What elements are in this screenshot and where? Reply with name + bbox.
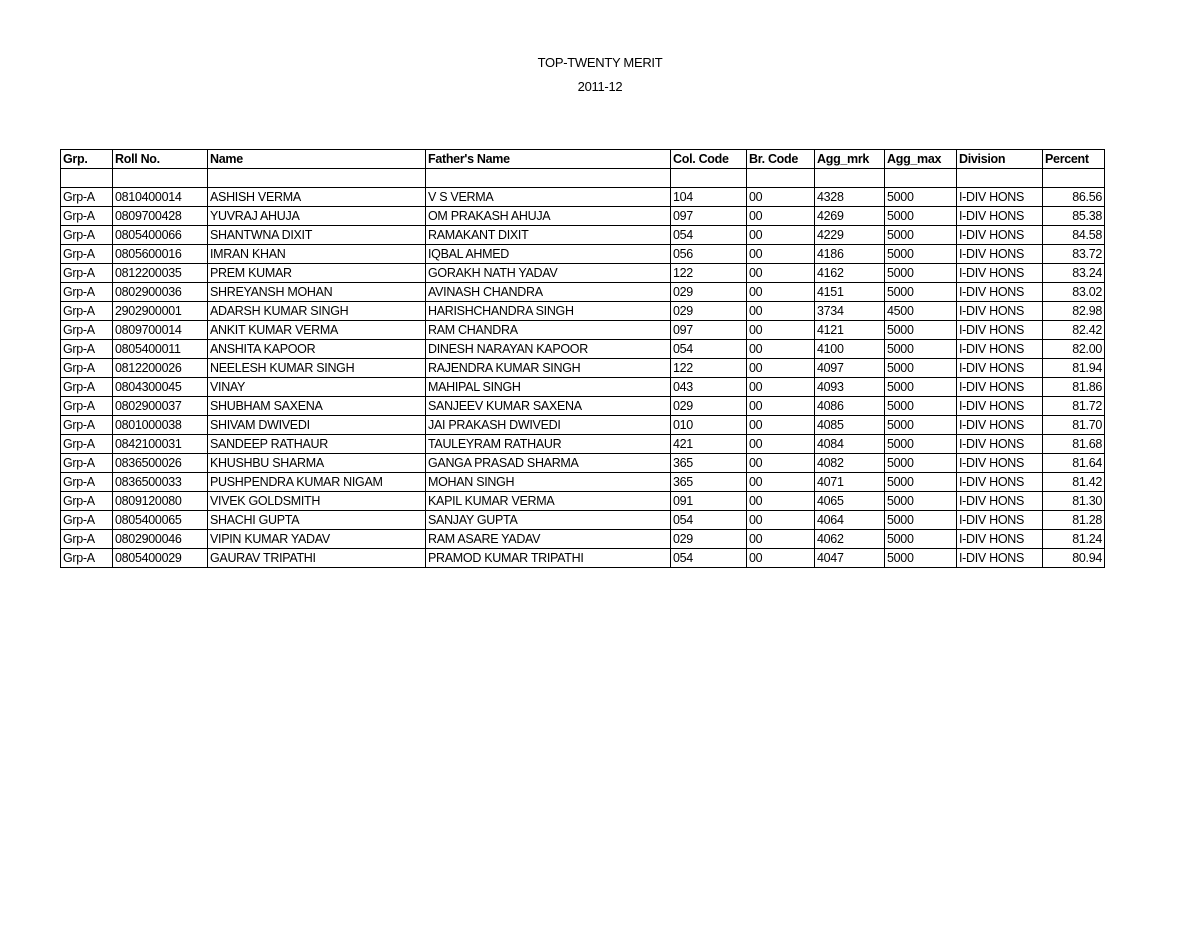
cell-roll-no: 0802900036: [113, 283, 208, 302]
cell-fathers-name: GANGA PRASAD SHARMA: [426, 454, 671, 473]
cell-col-code: 104: [671, 188, 747, 207]
cell-roll-no: 0804300045: [113, 378, 208, 397]
header-br-code: Br. Code: [747, 150, 815, 169]
cell-agg-max: 5000: [885, 245, 957, 264]
cell-col-code: 029: [671, 283, 747, 302]
cell-col-code: 122: [671, 359, 747, 378]
cell-name: SHREYANSH MOHAN: [208, 283, 426, 302]
cell-division: I-DIV HONS: [957, 378, 1043, 397]
cell-roll-no: 0810400014: [113, 188, 208, 207]
cell-agg-mrk: 4269: [815, 207, 885, 226]
cell-agg-mrk: 4093: [815, 378, 885, 397]
table-row: [61, 226, 1105, 245]
cell-agg-max: 5000: [885, 530, 957, 549]
cell-division: I-DIV HONS: [957, 283, 1043, 302]
cell-agg-max: 5000: [885, 359, 957, 378]
cell-grp: Grp-A: [61, 359, 113, 378]
document-title: TOP-TWENTY MERIT: [537, 55, 663, 70]
cell-fathers-name: DINESH NARAYAN KAPOOR: [426, 340, 671, 359]
table-row: [61, 207, 1105, 226]
cell-percent: 83.24: [1043, 264, 1105, 283]
cell-roll-no: 2902900001: [113, 302, 208, 321]
cell-roll-no: 0809700428: [113, 207, 208, 226]
cell-percent: 81.94: [1043, 359, 1105, 378]
table-row: [61, 378, 1105, 397]
cell-agg-max: 5000: [885, 207, 957, 226]
cell-grp: Grp-A: [61, 283, 113, 302]
table-row: [61, 397, 1105, 416]
cell-percent: 81.86: [1043, 378, 1105, 397]
cell-grp: Grp-A: [61, 264, 113, 283]
table-row: [61, 492, 1105, 511]
cell-percent: 82.00: [1043, 340, 1105, 359]
cell-roll-no: 0802900037: [113, 397, 208, 416]
cell-col-code: 421: [671, 435, 747, 454]
cell-division: I-DIV HONS: [957, 397, 1043, 416]
cell-br-code: 00: [747, 207, 815, 226]
cell-division: I-DIV HONS: [957, 340, 1043, 359]
cell-col-code: 029: [671, 397, 747, 416]
cell-roll-no: 0802900046: [113, 530, 208, 549]
cell-agg-mrk: 4100: [815, 340, 885, 359]
header-roll-no: Roll No.: [113, 150, 208, 169]
cell-agg-max: 5000: [885, 188, 957, 207]
cell-agg-mrk: 3734: [815, 302, 885, 321]
cell-col-code: 054: [671, 340, 747, 359]
cell-fathers-name: SANJAY GUPTA: [426, 511, 671, 530]
cell-name: GAURAV TRIPATHI: [208, 549, 426, 568]
header-row: [61, 150, 1105, 169]
cell-name: ANSHITA KAPOOR: [208, 340, 426, 359]
cell-name: ANKIT KUMAR VERMA: [208, 321, 426, 340]
blank-cell: [1043, 169, 1105, 188]
cell-percent: 81.70: [1043, 416, 1105, 435]
cell-grp: Grp-A: [61, 378, 113, 397]
blank-cell: [113, 169, 208, 188]
cell-name: ASHISH VERMA: [208, 188, 426, 207]
cell-name: SHIVAM DWIVEDI: [208, 416, 426, 435]
cell-division: I-DIV HONS: [957, 530, 1043, 549]
cell-br-code: 00: [747, 359, 815, 378]
cell-col-code: 365: [671, 473, 747, 492]
cell-col-code: 054: [671, 511, 747, 530]
cell-division: I-DIV HONS: [957, 207, 1043, 226]
table-row: [61, 511, 1105, 530]
cell-division: I-DIV HONS: [957, 492, 1043, 511]
cell-name: VINAY: [208, 378, 426, 397]
cell-agg-max: 5000: [885, 264, 957, 283]
cell-name: VIPIN KUMAR YADAV: [208, 530, 426, 549]
cell-fathers-name: OM PRAKASH AHUJA: [426, 207, 671, 226]
cell-roll-no: 0809700014: [113, 321, 208, 340]
cell-agg-mrk: 4151: [815, 283, 885, 302]
cell-name: SANDEEP RATHAUR: [208, 435, 426, 454]
header-name: Name: [208, 150, 426, 169]
cell-br-code: 00: [747, 492, 815, 511]
cell-agg-mrk: 4085: [815, 416, 885, 435]
table-row: [61, 359, 1105, 378]
cell-br-code: 00: [747, 226, 815, 245]
cell-percent: 81.30: [1043, 492, 1105, 511]
cell-agg-mrk: 4084: [815, 435, 885, 454]
cell-percent: 80.94: [1043, 549, 1105, 568]
cell-division: I-DIV HONS: [957, 302, 1043, 321]
cell-name: NEELESH KUMAR SINGH: [208, 359, 426, 378]
cell-agg-max: 5000: [885, 283, 957, 302]
cell-br-code: 00: [747, 321, 815, 340]
cell-fathers-name: IQBAL AHMED: [426, 245, 671, 264]
cell-name: PUSHPENDRA KUMAR NIGAM: [208, 473, 426, 492]
cell-agg-mrk: 4065: [815, 492, 885, 511]
cell-name: YUVRAJ AHUJA: [208, 207, 426, 226]
blank-cell: [426, 169, 671, 188]
cell-fathers-name: MOHAN SINGH: [426, 473, 671, 492]
cell-name: IMRAN KHAN: [208, 245, 426, 264]
cell-agg-max: 5000: [885, 473, 957, 492]
cell-grp: Grp-A: [61, 492, 113, 511]
cell-agg-mrk: 4047: [815, 549, 885, 568]
cell-name: SHACHI GUPTA: [208, 511, 426, 530]
cell-roll-no: 0842100031: [113, 435, 208, 454]
cell-percent: 85.38: [1043, 207, 1105, 226]
cell-br-code: 00: [747, 473, 815, 492]
table-row: [61, 283, 1105, 302]
cell-percent: 81.24: [1043, 530, 1105, 549]
cell-br-code: 00: [747, 454, 815, 473]
cell-fathers-name: SANJEEV KUMAR SAXENA: [426, 397, 671, 416]
table-row: [61, 549, 1105, 568]
table-row: [61, 245, 1105, 264]
cell-fathers-name: HARISHCHANDRA SINGH: [426, 302, 671, 321]
cell-name: VIVEK GOLDSMITH: [208, 492, 426, 511]
cell-agg-mrk: 4121: [815, 321, 885, 340]
cell-br-code: 00: [747, 378, 815, 397]
cell-agg-mrk: 4082: [815, 454, 885, 473]
cell-division: I-DIV HONS: [957, 511, 1043, 530]
cell-division: I-DIV HONS: [957, 188, 1043, 207]
blank-cell: [747, 169, 815, 188]
cell-col-code: 054: [671, 549, 747, 568]
cell-roll-no: 0812200035: [113, 264, 208, 283]
cell-grp: Grp-A: [61, 454, 113, 473]
blank-cell: [671, 169, 747, 188]
cell-col-code: 365: [671, 454, 747, 473]
cell-agg-max: 5000: [885, 416, 957, 435]
cell-agg-mrk: 4071: [815, 473, 885, 492]
cell-agg-max: 5000: [885, 492, 957, 511]
cell-division: I-DIV HONS: [957, 359, 1043, 378]
cell-grp: Grp-A: [61, 473, 113, 492]
cell-br-code: 00: [747, 530, 815, 549]
cell-br-code: 00: [747, 340, 815, 359]
cell-roll-no: 0836500033: [113, 473, 208, 492]
cell-grp: Grp-A: [61, 321, 113, 340]
cell-br-code: 00: [747, 435, 815, 454]
cell-division: I-DIV HONS: [957, 321, 1043, 340]
cell-name: SHUBHAM SAXENA: [208, 397, 426, 416]
cell-fathers-name: V S VERMA: [426, 188, 671, 207]
cell-agg-max: 5000: [885, 435, 957, 454]
cell-grp: Grp-A: [61, 302, 113, 321]
cell-fathers-name: KAPIL KUMAR VERMA: [426, 492, 671, 511]
blank-row: [61, 169, 1105, 188]
cell-br-code: 00: [747, 283, 815, 302]
cell-agg-max: 5000: [885, 226, 957, 245]
cell-fathers-name: RAJENDRA KUMAR SINGH: [426, 359, 671, 378]
cell-percent: 84.58: [1043, 226, 1105, 245]
cell-fathers-name: GORAKH NATH YADAV: [426, 264, 671, 283]
blank-cell: [885, 169, 957, 188]
cell-agg-max: 5000: [885, 397, 957, 416]
cell-grp: Grp-A: [61, 397, 113, 416]
cell-agg-mrk: 4328: [815, 188, 885, 207]
merit-table-body: [61, 169, 1105, 568]
cell-fathers-name: AVINASH CHANDRA: [426, 283, 671, 302]
cell-br-code: 00: [747, 188, 815, 207]
cell-col-code: 091: [671, 492, 747, 511]
cell-grp: Grp-A: [61, 416, 113, 435]
cell-agg-max: 4500: [885, 302, 957, 321]
cell-percent: 81.68: [1043, 435, 1105, 454]
cell-agg-mrk: 4186: [815, 245, 885, 264]
cell-grp: Grp-A: [61, 188, 113, 207]
cell-fathers-name: JAI PRAKASH DWIVEDI: [426, 416, 671, 435]
cell-division: I-DIV HONS: [957, 435, 1043, 454]
cell-fathers-name: TAULEYRAM RATHAUR: [426, 435, 671, 454]
cell-agg-mrk: 4086: [815, 397, 885, 416]
cell-fathers-name: RAM ASARE YADAV: [426, 530, 671, 549]
cell-agg-max: 5000: [885, 511, 957, 530]
table-row: [61, 321, 1105, 340]
cell-roll-no: 0809120080: [113, 492, 208, 511]
cell-roll-no: 0801000038: [113, 416, 208, 435]
cell-division: I-DIV HONS: [957, 454, 1043, 473]
cell-br-code: 00: [747, 416, 815, 435]
cell-col-code: 097: [671, 321, 747, 340]
cell-fathers-name: RAM CHANDRA: [426, 321, 671, 340]
header-fathers-name: Father's Name: [426, 150, 671, 169]
cell-agg-mrk: 4064: [815, 511, 885, 530]
cell-percent: 81.28: [1043, 511, 1105, 530]
cell-col-code: 122: [671, 264, 747, 283]
cell-roll-no: 0805400011: [113, 340, 208, 359]
table-row: [61, 188, 1105, 207]
cell-agg-max: 5000: [885, 549, 957, 568]
table-row: [61, 530, 1105, 549]
cell-grp: Grp-A: [61, 226, 113, 245]
cell-percent: 83.72: [1043, 245, 1105, 264]
cell-roll-no: 0812200026: [113, 359, 208, 378]
cell-division: I-DIV HONS: [957, 264, 1043, 283]
cell-agg-max: 5000: [885, 340, 957, 359]
cell-agg-max: 5000: [885, 378, 957, 397]
cell-division: I-DIV HONS: [957, 549, 1043, 568]
blank-cell: [957, 169, 1043, 188]
cell-br-code: 00: [747, 511, 815, 530]
header-agg-max: Agg_max: [885, 150, 957, 169]
cell-fathers-name: PRAMOD KUMAR TRIPATHI: [426, 549, 671, 568]
cell-col-code: 029: [671, 530, 747, 549]
merit-table: [60, 149, 1105, 568]
cell-division: I-DIV HONS: [957, 226, 1043, 245]
cell-agg-mrk: 4097: [815, 359, 885, 378]
cell-grp: Grp-A: [61, 245, 113, 264]
cell-division: I-DIV HONS: [957, 245, 1043, 264]
cell-percent: 81.72: [1043, 397, 1105, 416]
cell-grp: Grp-A: [61, 207, 113, 226]
cell-name: KHUSHBU SHARMA: [208, 454, 426, 473]
cell-col-code: 097: [671, 207, 747, 226]
cell-roll-no: 0805400066: [113, 226, 208, 245]
cell-roll-no: 0805400029: [113, 549, 208, 568]
table-row: [61, 264, 1105, 283]
cell-percent: 82.98: [1043, 302, 1105, 321]
header-col-code: Col. Code: [671, 150, 747, 169]
cell-agg-mrk: 4062: [815, 530, 885, 549]
table-row: [61, 302, 1105, 321]
cell-col-code: 056: [671, 245, 747, 264]
cell-col-code: 054: [671, 226, 747, 245]
cell-agg-mrk: 4229: [815, 226, 885, 245]
cell-col-code: 029: [671, 302, 747, 321]
cell-fathers-name: MAHIPAL SINGH: [426, 378, 671, 397]
header-division: Division: [957, 150, 1043, 169]
blank-cell: [815, 169, 885, 188]
cell-grp: Grp-A: [61, 511, 113, 530]
cell-br-code: 00: [747, 302, 815, 321]
document-session: 2011-12: [577, 79, 623, 94]
cell-roll-no: 0805600016: [113, 245, 208, 264]
header-grp: Grp.: [61, 150, 113, 169]
table-row: [61, 454, 1105, 473]
merit-table-header: [61, 150, 1105, 169]
cell-col-code: 043: [671, 378, 747, 397]
cell-name: PREM KUMAR: [208, 264, 426, 283]
cell-br-code: 00: [747, 264, 815, 283]
cell-percent: 81.64: [1043, 454, 1105, 473]
cell-percent: 81.42: [1043, 473, 1105, 492]
cell-percent: 83.02: [1043, 283, 1105, 302]
cell-br-code: 00: [747, 245, 815, 264]
header-percent: Percent: [1043, 150, 1105, 169]
cell-grp: Grp-A: [61, 530, 113, 549]
cell-division: I-DIV HONS: [957, 416, 1043, 435]
cell-br-code: 00: [747, 549, 815, 568]
header-agg-mrk: Agg_mrk: [815, 150, 885, 169]
table-row: [61, 416, 1105, 435]
table-row: [61, 340, 1105, 359]
cell-grp: Grp-A: [61, 340, 113, 359]
cell-division: I-DIV HONS: [957, 473, 1043, 492]
table-row: [61, 473, 1105, 492]
cell-name: SHANTWNA DIXIT: [208, 226, 426, 245]
cell-br-code: 00: [747, 397, 815, 416]
cell-roll-no: 0805400065: [113, 511, 208, 530]
blank-cell: [61, 169, 113, 188]
cell-agg-max: 5000: [885, 454, 957, 473]
cell-agg-mrk: 4162: [815, 264, 885, 283]
cell-agg-max: 5000: [885, 321, 957, 340]
cell-percent: 86.56: [1043, 188, 1105, 207]
table-row: [61, 435, 1105, 454]
cell-fathers-name: RAMAKANT DIXIT: [426, 226, 671, 245]
cell-percent: 82.42: [1043, 321, 1105, 340]
cell-roll-no: 0836500026: [113, 454, 208, 473]
cell-name: ADARSH KUMAR SINGH: [208, 302, 426, 321]
cell-col-code: 010: [671, 416, 747, 435]
blank-cell: [208, 169, 426, 188]
cell-grp: Grp-A: [61, 549, 113, 568]
cell-grp: Grp-A: [61, 435, 113, 454]
